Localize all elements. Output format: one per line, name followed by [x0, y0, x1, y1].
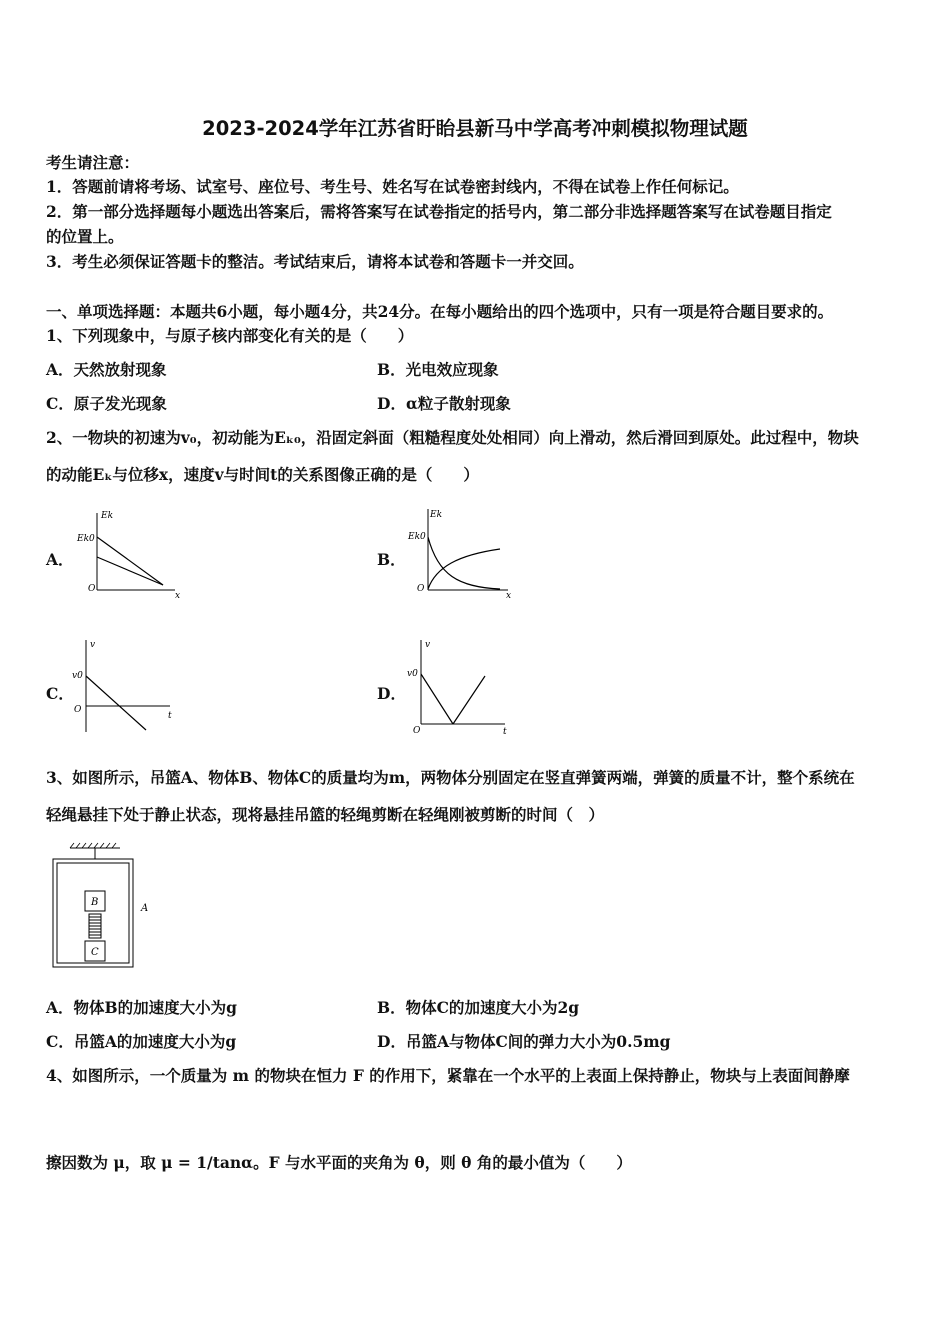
graph-c-v0-label: v0	[72, 671, 83, 681]
graph-d-t-label: t	[503, 727, 507, 737]
graph-d-v-label: v	[425, 640, 431, 650]
q3-option-c[interactable]: C．吊篮A的加速度大小为g	[46, 1032, 237, 1051]
q4-stem-line1: 4、如图所示，一个质量为 m 的物块在恒力 F 的作用下，紧靠在一个水平的上表面上保持静止，物块与上表面间静摩	[46, 1066, 850, 1085]
q3-option-a[interactable]: A．物体B的加速度大小为g	[46, 998, 237, 1017]
figure-label-c: C	[91, 947, 99, 958]
q2-option-c-label[interactable]: C．	[46, 684, 74, 703]
q4-stem-line2: 擦因数为 μ，取 μ = 1/tanα。F 与水平面的夹角为 θ，则 θ 角的最小值为（ ）	[46, 1153, 632, 1172]
q1-option-b[interactable]: B．光电效应现象	[377, 360, 499, 379]
section-heading: 一、单项选择题：本题共6小题，每小题4分，共24分。在每小题给出的四个选项中，只有一项是符合题目要求的。	[46, 302, 834, 321]
q3-stem-line1: 3、如图所示，吊篮A、物体B、物体C的质量均为m，两物体分别固定在竖直弹簧两端，弹簧的质量不计，整个系统在	[46, 768, 855, 787]
graph-b-origin-label: O	[417, 584, 425, 594]
graph-a-ek-label: Ek	[101, 511, 114, 521]
notice-heading: 考生请注意：	[46, 153, 140, 172]
figure-label-b: B	[91, 897, 99, 908]
graph-d-v0-label: v0	[407, 669, 418, 679]
q3-option-b[interactable]: B．物体C的加速度大小为2g	[377, 998, 580, 1017]
q2-option-d-label[interactable]: D．	[377, 684, 406, 703]
q3-basket-figure	[48, 842, 158, 972]
graph-c-origin-label: O	[74, 705, 82, 715]
graph-a-origin-label: O	[88, 584, 96, 594]
figure-label-a: A	[141, 903, 149, 914]
q2-option-a-label[interactable]: A．	[46, 550, 74, 569]
graph-c-v-label: v	[90, 640, 96, 650]
page-title: 2023-2024学年江苏省盱眙县新马中学高考冲刺模拟物理试题	[202, 117, 748, 140]
q3-stem-line2: 轻绳悬挂下处于静止状态，现将悬挂吊篮的轻绳剪断在轻绳刚被剪断的时间（ ）	[46, 805, 605, 824]
q1-option-c[interactable]: C．原子发光现象	[46, 394, 167, 413]
notice-item-3: 3．考生必须保证答题卡的整洁。考试结束后，请将本试卷和答题卡一并交回。	[46, 252, 584, 271]
graph-d-origin-label: O	[413, 726, 421, 736]
notice-item-1: 1．答题前请将考场、试室号、座位号、考生号、姓名写在试卷密封线内，不得在试卷上作任何标记。	[46, 177, 739, 196]
graph-a-x-label: x	[175, 591, 181, 601]
q2-stem-line2: 的动能Eₖ与位移x，速度v与时间t的关系图像正确的是（ ）	[46, 465, 479, 484]
graph-b-ek0-label: Ek0	[408, 532, 426, 542]
q2-graph-c	[70, 636, 185, 736]
q1-stem: 1、下列现象中，与原子核内部变化有关的是（ ）	[46, 326, 414, 345]
q2-option-b-label[interactable]: B．	[377, 550, 406, 569]
graph-b-x-label: x	[506, 591, 512, 601]
graph-b-ek-label: Ek	[430, 510, 443, 520]
graph-c-t-label: t	[168, 711, 172, 721]
q2-stem-line1: 2、一物块的初速为v₀，初动能为Eₖ₀，沿固定斜面（粗糙程度处处相同）向上滑动，然后滑回到原处。此过程中，物块	[46, 428, 859, 447]
q2-graph-d	[405, 636, 520, 736]
q1-option-d[interactable]: D．α粒子散射现象	[377, 394, 511, 413]
q3-option-d[interactable]: D．吊篮A与物体C间的弹力大小为0.5mg	[377, 1032, 671, 1051]
q2-graph-a	[75, 505, 190, 600]
notice-item-2: 2．第一部分选择题每小题选出答案后，需将答案写在试卷指定的括号内，第二部分非选择题答案写在试卷题目指定	[46, 202, 832, 221]
notice-item-2-cont: 的位置上。	[46, 227, 124, 246]
graph-a-ek0-label: Ek0	[77, 534, 95, 544]
q1-option-a[interactable]: A．天然放射现象	[46, 360, 167, 379]
q2-graph-b	[408, 505, 523, 600]
